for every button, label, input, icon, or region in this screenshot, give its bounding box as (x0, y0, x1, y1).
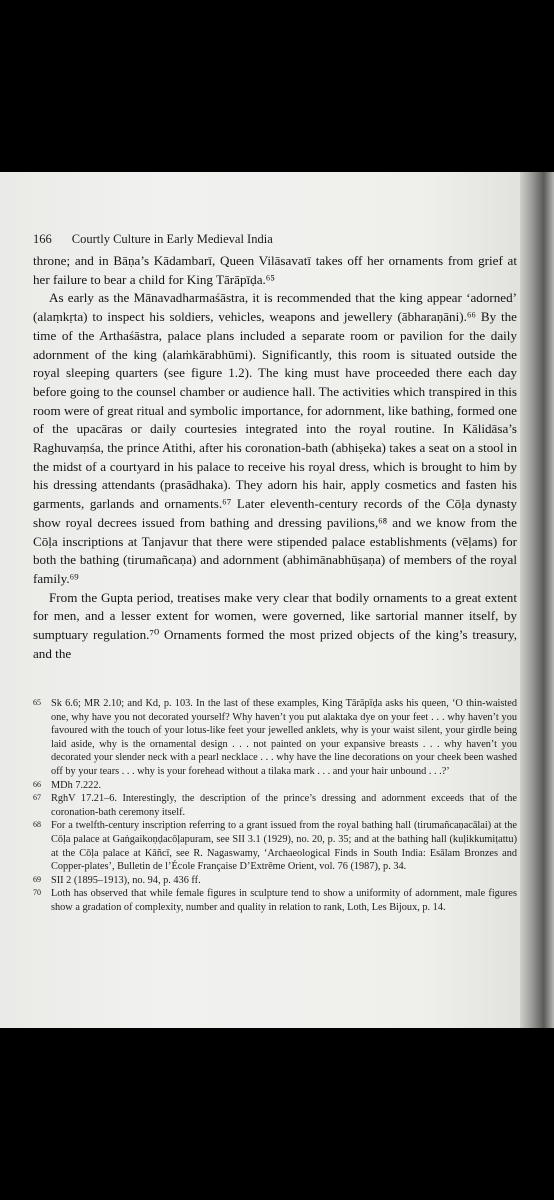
running-title: Courtly Culture in Early Medieval India (71, 232, 273, 246)
footnotes (33, 697, 517, 915)
footnote-number: 69 (33, 874, 41, 884)
footnote-text: RghV 17.21–6. Interestingly, the description of the prince’s dressing and adornment exceeds that of the coronation-bath ceremony itself. (51, 793, 517, 818)
footnote-68 (33, 819, 517, 873)
footnote-66 (33, 779, 517, 793)
footnote-69 (33, 874, 517, 888)
paragraph-3: From the Gupta period, treatises make very clear that bodily ornaments to a great extent for men, and a lesser extent for women, were governed, like sartorial manner itself, by sumptuary regulation.⁷⁰ Ornaments formed the most prized objects of the king’s treasury, and the (33, 589, 517, 661)
running-head (33, 232, 513, 247)
footnote-number: 70 (33, 888, 41, 898)
footnote-65 (33, 697, 517, 779)
footnote-number: 65 (33, 698, 41, 707)
footnote-text: MDh 7.222. (51, 779, 102, 791)
body-text (33, 252, 517, 663)
book-page (0, 172, 530, 1028)
footnote-text: For a twelfth-century inscription referring to a grant issued from the royal bathing hall (tirumañcaṇacālai) at the Cōḷa palace at Gaṅgaikoṇḍacōḷapuram, see SII 3.1 (1929), no. 20, p. 35; and at the bathing hall (kuḷikkumiṭattu) at the Cōḷa palace at Kāñcī, see R. Nagaswamy, ‘Archaeological Finds in South India: Esālam Bronzes and Copper-plates’, Bulletin de l’École Française D’Extrême Orient, vol. 76 (1987), p. 34. (51, 820, 517, 873)
footnote-text: Loth has observed that while female figures in sculpture tend to show a uniformity of adornment, male figures show a gradation of complexity, number and quality in relation to rank, Loth, Les Bijoux, p. 14. (51, 888, 517, 913)
footnote-number: 66 (33, 779, 41, 789)
page-number: 166 (33, 232, 52, 246)
paragraph-2: As early as the Mānavadharmaśāstra, it is recommended that the king appear ‘adorned’ (alaṃkṛta) to inspect his soldiers, vehicles, weapons and jewellery (ābharaṇāni).⁶⁶ By the time of the Arthaśāstra, palace plans included a separate room or pavilion for the daily adornment of the king (alaṁkārabhūmi). Significantly, this room is situated outside the royal sleeping quarters (see figure 1.2). The king must have proceeded there each day before going to the counsel chamber or audience hall. The activities which transpired in this room were of great ritual and symbolic importance, for adornment, like bathing, formed one of the upacāras or daily courtesies integrated into the royal routine. In Kālidāsa’s Raghuvaṃśa, the prince Atithi, after his coronation-bath (abhiṣeka) takes a seat on a stool in the midst of a courtyard in his palace to receive his royal dress, which is brought to him by his dressing attendants (prasādhaka). They adorn his hair, apply cosmetics and fasten his garments, garlands and ornaments.⁶⁷ Later eleventh-century records of the Cōḷa dynasty show royal decrees issued from bathing and dressing pavilions,⁶⁸ and we know from the Cōḷa inscriptions at Tanjavur that there were stipended palace establishments (vēḷams) for both the bathing (tirumañcaṇa) and adornment (abhimānabhūṣaṇa) of members of the royal family.⁶⁹ (33, 290, 517, 586)
footnote-number: 67 (33, 793, 41, 803)
top-black-bar (0, 0, 554, 172)
paragraph-1: throne; and in Bāṇa’s Kādambarī, Queen Vilāsavatī takes off her ornaments from grief at her failure to bear a child for King Tārāpīḍa.⁶⁵ (33, 253, 517, 287)
page-photo (0, 172, 554, 1028)
footnote-67 (33, 792, 517, 819)
page-edge-shadow (520, 172, 554, 1028)
footnote-text: Sk 6.6; MR 2.10; and Kd, p. 103. In the last of these examples, King Tārāpīḍa asks his queen, ‘O thin-waisted one, why have you not decorated yourself? Why haven’t you put alaktaka dye on your feet . . . why haven’t you favoured with the touch of your lotus-like feet your jewelled anklets, why is your waist silent, your girdle being laid aside, why is the ornamental design . . . not painted on your expansive breasts . . . why haven’t you decorated your slender neck with a pearl necklace . . . why have the line decorations on your cheek been washed off by your tears . . . why is your forehead without a tilaka mark . . . and your hair unbound . . .?’ (51, 698, 517, 777)
footnote-text: SII 2 (1895–1913), no. 94, p. 436 ff. (51, 874, 201, 886)
footnote-number: 68 (33, 820, 41, 830)
footnote-70 (33, 887, 517, 914)
bottom-black-bar (0, 1028, 554, 1200)
